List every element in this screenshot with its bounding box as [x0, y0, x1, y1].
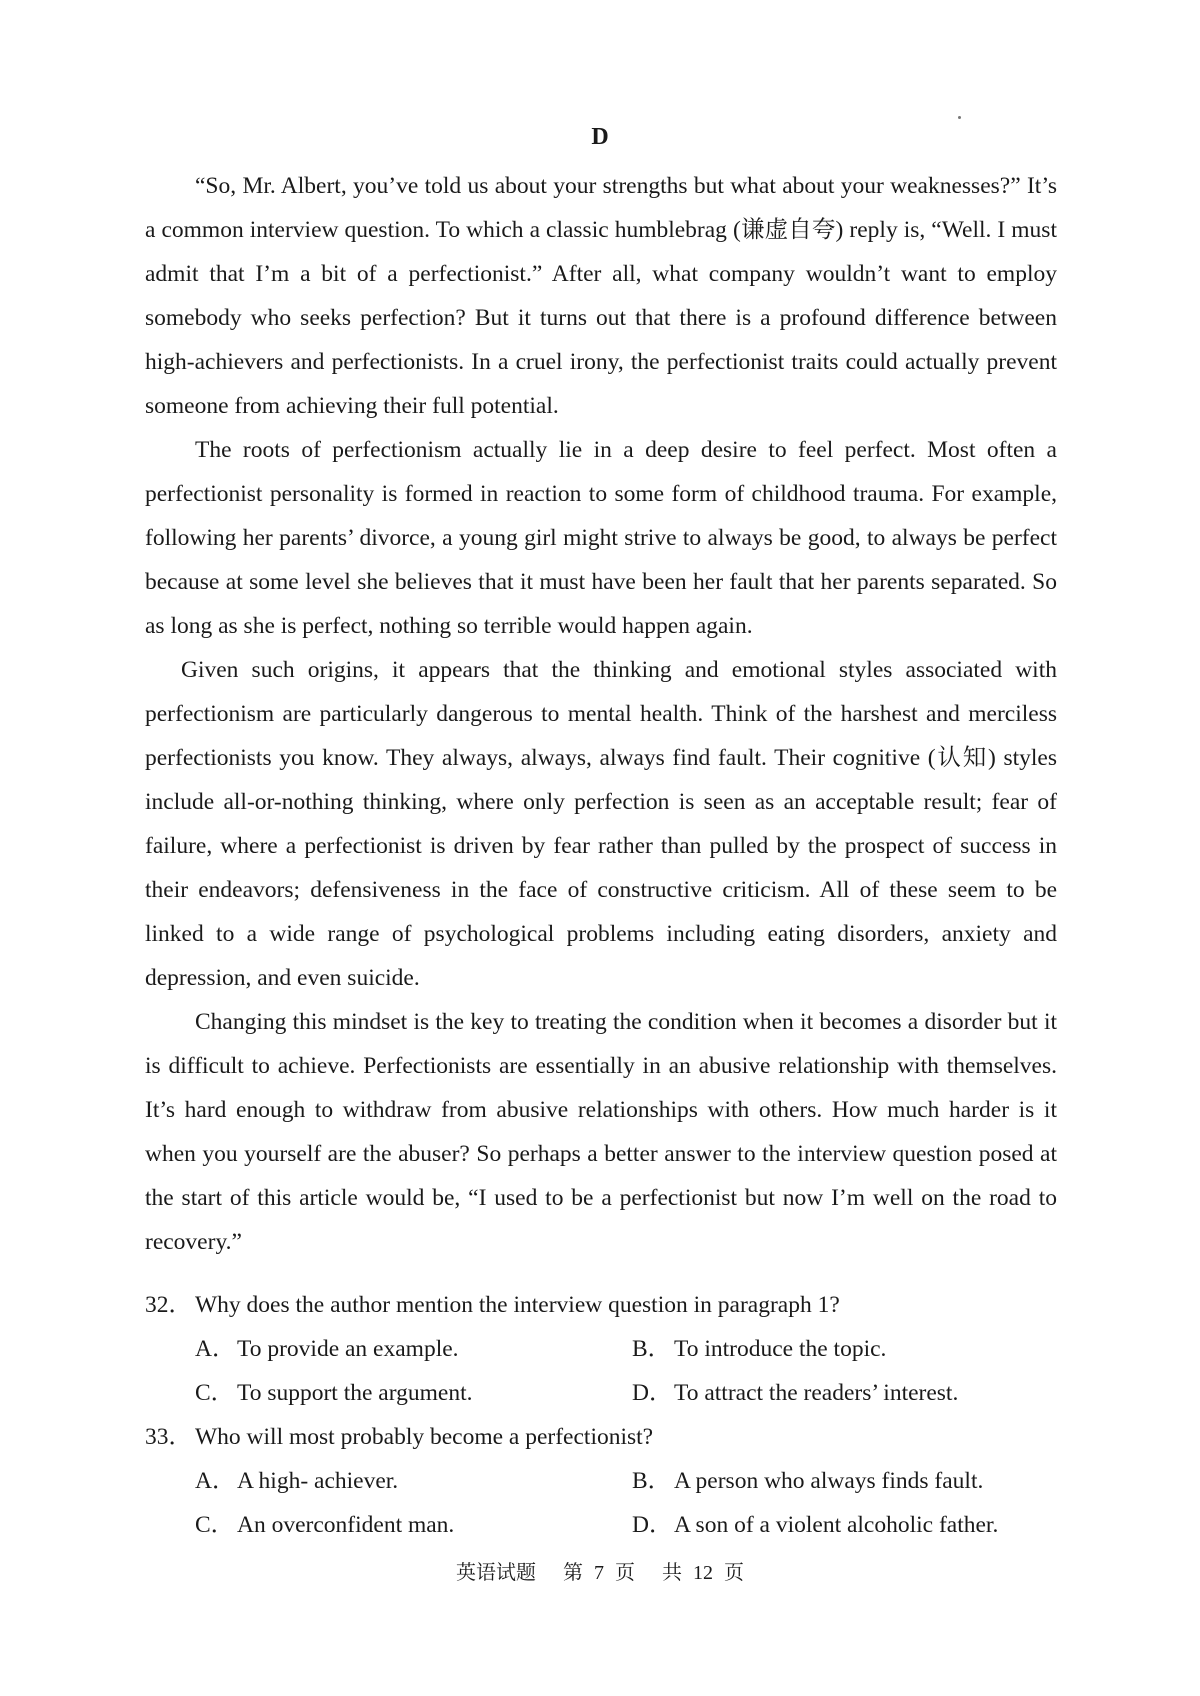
option-text: A person who always finds fault. — [674, 1468, 984, 1494]
option-text: To provide an example. — [237, 1336, 459, 1362]
option-letter: A． — [195, 1468, 236, 1494]
question-number: 33． — [145, 1424, 192, 1450]
paragraph-4: Changing this mindset is the key to treating the condition when it becomes a disorder but it is difficult to achieve. Perfectionists are essentially in an abusive relationship with themselves. It’s hard enough to withdraw from abusive relationships with others. How much harder is it when you yourself are the abuser? So perhaps a better answer to the interview question posed at the start of this article would be, “I used to be a perfectionist but now I’m well on the road to recovery.” — [145, 1009, 1057, 1255]
question-stem — [145, 1415, 1057, 1459]
option-letter: A． — [195, 1336, 236, 1362]
page-footer — [0, 1560, 1200, 1586]
paragraph-2: The roots of perfectionism actually lie in a deep desire to feel perfect. Most often a perfectionist personality is formed in reaction to some form of childhood trauma. For example, following her parents’ divorce, a young girl might strive to always be good, to always be perfect because at some level she believes that it must have been her fault that her parents separated. So as long as she is perfect, nothing so terrible would happen again. — [145, 437, 1057, 639]
option-text: A high- achiever. — [237, 1468, 399, 1494]
option-c — [195, 1371, 632, 1415]
question-stem — [145, 1283, 1057, 1327]
option-letter: D． — [632, 1380, 673, 1406]
footer-page-number: 第 7 页 — [563, 1562, 635, 1584]
option-text: To support the argument. — [237, 1380, 473, 1406]
question-32 — [145, 1283, 1057, 1415]
answer-options — [145, 1459, 1057, 1547]
option-text: A son of a violent alcoholic father. — [674, 1512, 999, 1538]
option-letter: B． — [632, 1468, 672, 1494]
option-d — [632, 1371, 1057, 1415]
paragraph-3: Given such origins, it appears that the thinking and emotional styles associated with perfectionism are particularly dangerous to mental health. Think of the harshest and merciless perfectionists you know. They always, always, always find fault. Their cognitive (认知) styles include all-or-nothing thinking, where only perfection is seen as an acceptable result; fear of failure, where a perfectionist is driven by fear rather than pulled by the prospect of success in their endeavors; defensiveness in the face of constructive criticism. All of these seem to be linked to a wide range of psychological problems including eating disorders, anxiety and depression, and even suicide. — [145, 657, 1057, 991]
option-letter: C． — [195, 1380, 235, 1406]
option-a — [195, 1327, 632, 1371]
question-text: Why does the author mention the interview question in paragraph 1? — [195, 1292, 840, 1318]
option-a — [195, 1459, 632, 1503]
option-letter: B． — [632, 1336, 672, 1362]
option-letter: C． — [195, 1512, 235, 1538]
section-title: D — [591, 124, 609, 150]
question-text: Who will most probably become a perfectionist? — [195, 1424, 654, 1450]
reading-passage — [145, 164, 1057, 1264]
option-letter: D． — [632, 1512, 673, 1538]
paragraph-1: “So, Mr. Albert, you’ve told us about your strengths but what about your weaknesses?” It’s a common interview question. To which a classic humblebrag (谦虚自夸) reply is, “Well. I must admit that I’m a bit of a perfectionist.” After all, what company wouldn’t want to employ somebody who seeks perfection? But it turns out that there is a profound difference between high-achievers and perfectionists. In a cruel irony, the perfectionist traits could actually prevent someone from achieving their full potential. — [145, 173, 1057, 419]
option-text: An overconfident man. — [237, 1512, 455, 1538]
option-d — [632, 1503, 1057, 1547]
option-c — [195, 1503, 632, 1547]
option-text: To introduce the topic. — [674, 1336, 887, 1362]
answer-options — [145, 1327, 1057, 1415]
question-list — [145, 1283, 1057, 1547]
option-b — [632, 1459, 1057, 1503]
option-b — [632, 1327, 1057, 1371]
footer-subject: 英语试题 — [456, 1562, 536, 1584]
question-33 — [145, 1415, 1057, 1547]
scan-speck — [958, 116, 961, 119]
question-number: 32． — [145, 1292, 192, 1318]
option-text: To attract the readers’ interest. — [674, 1380, 959, 1406]
footer-total-pages: 共 12 页 — [662, 1562, 744, 1584]
